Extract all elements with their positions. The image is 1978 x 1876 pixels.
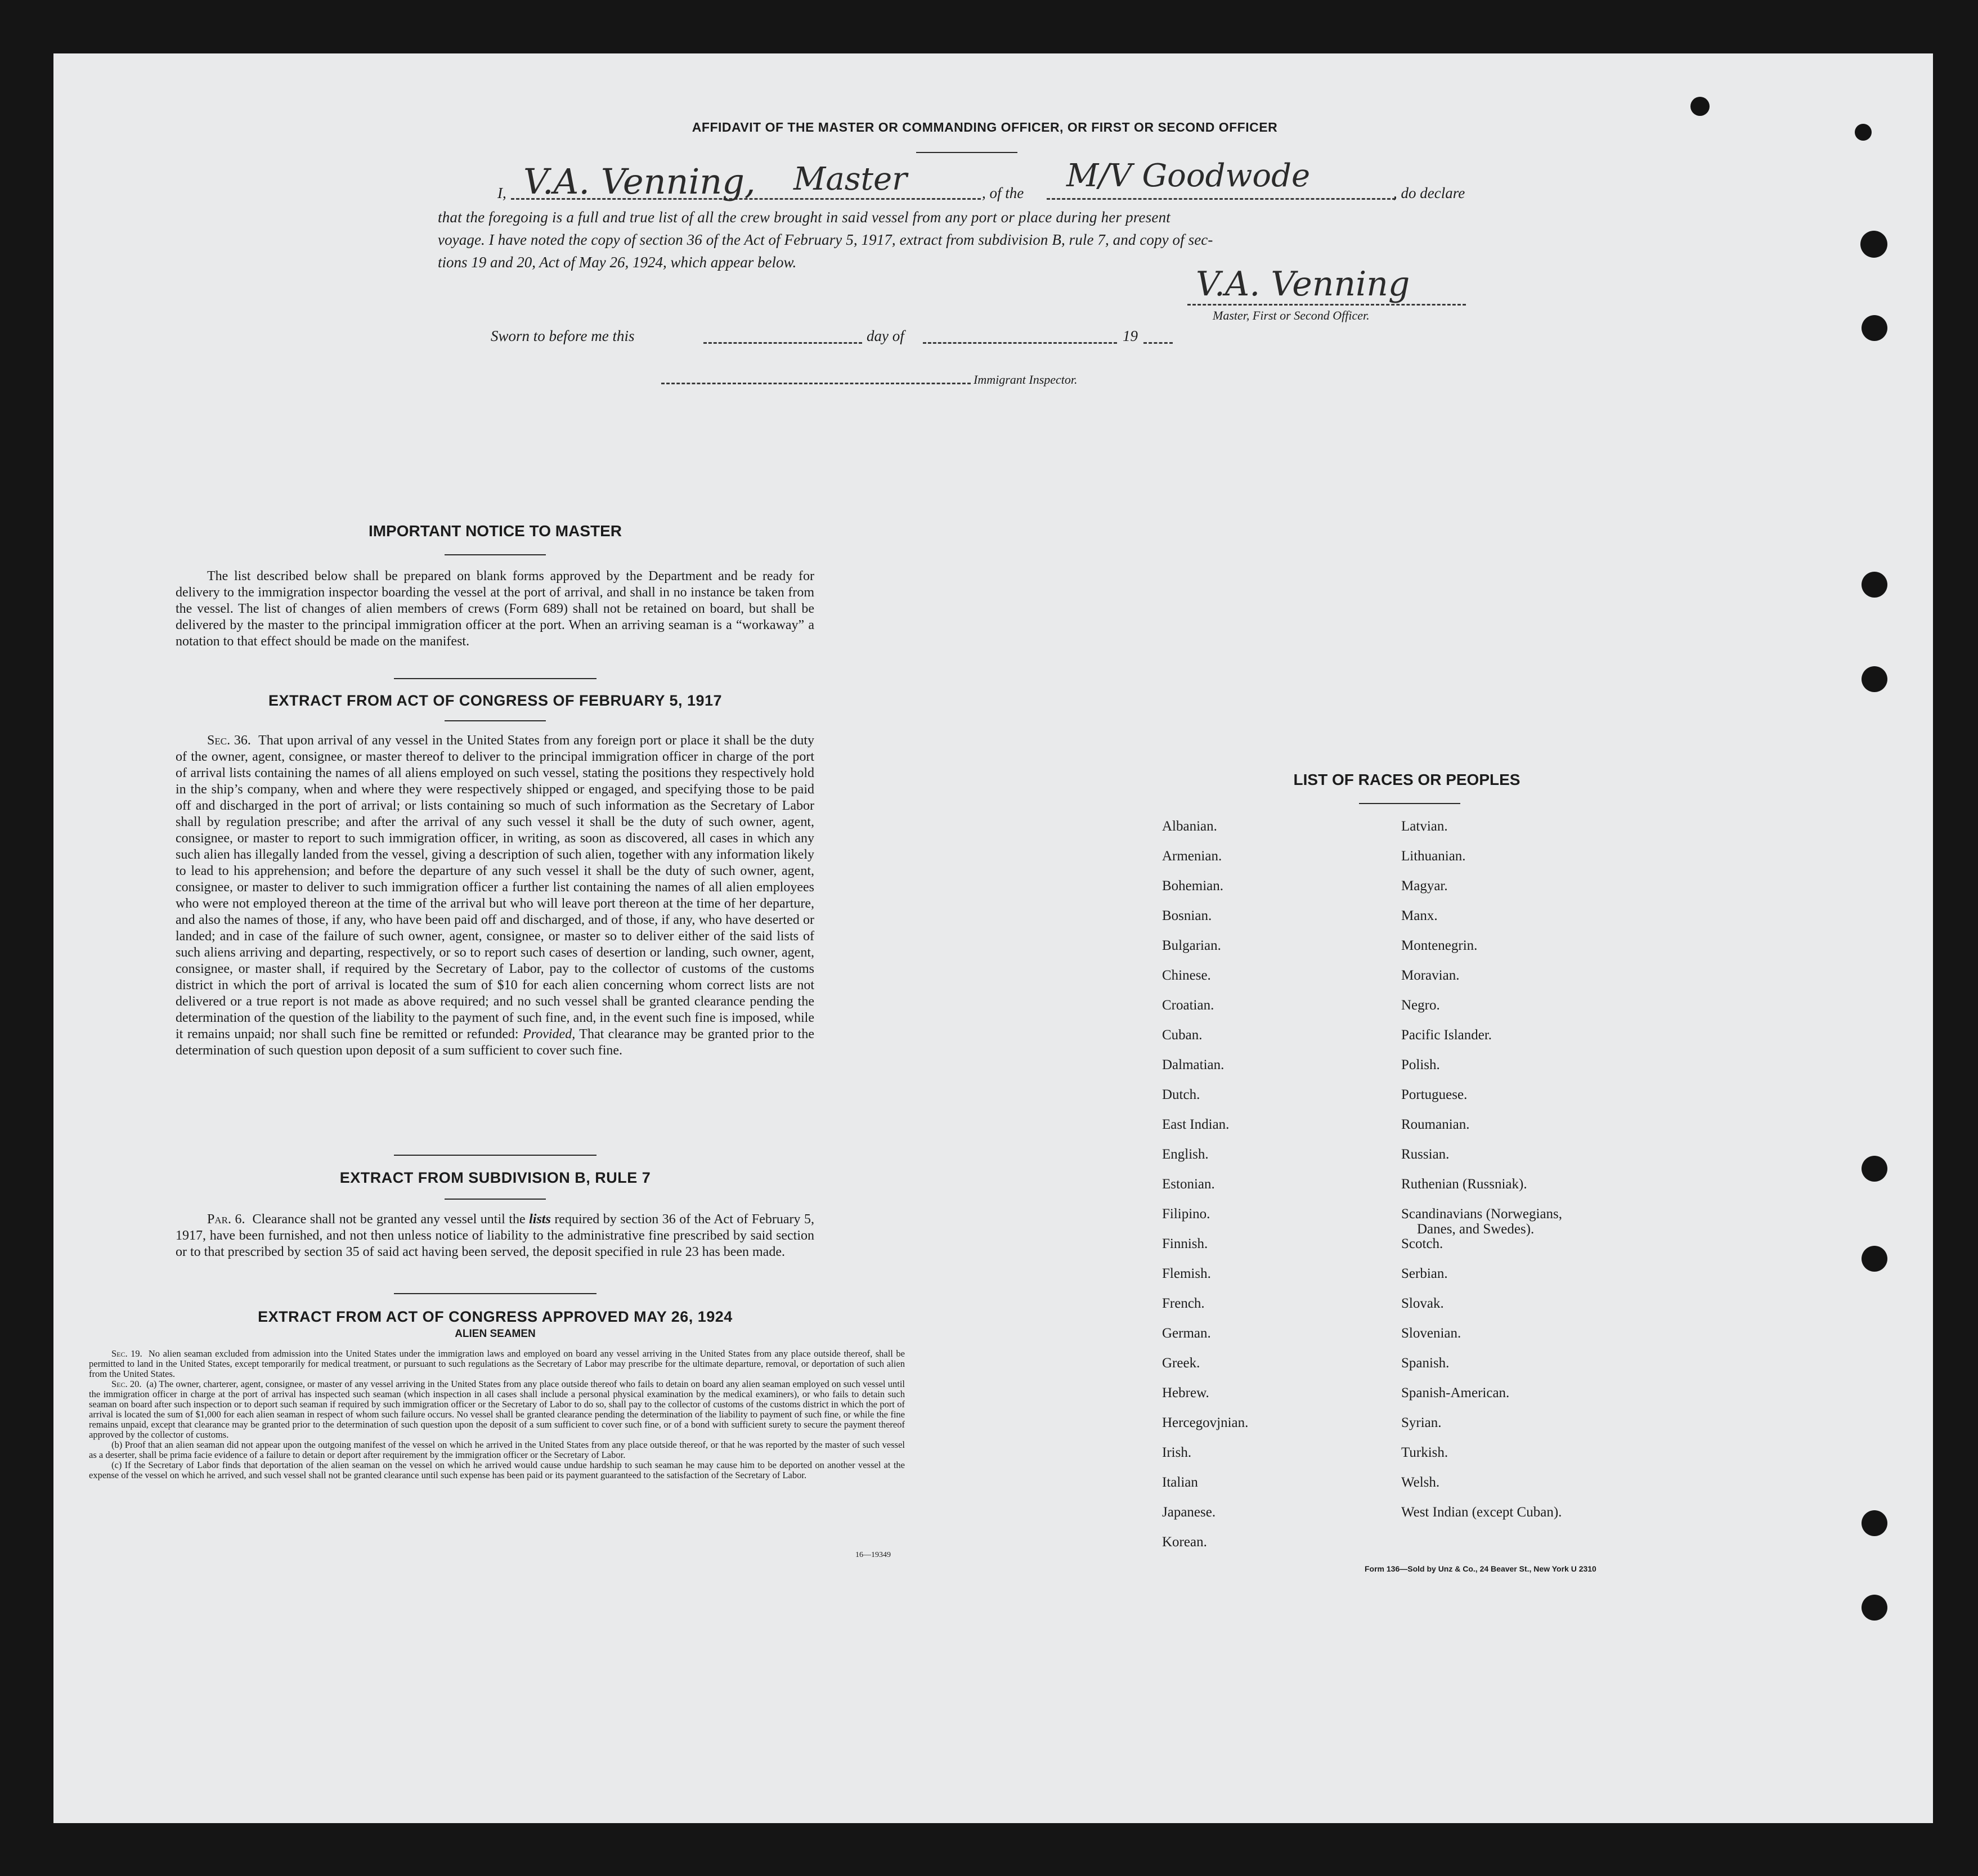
- affidavit-line-2: that the foregoing is a full and true list of all the crew brought in said vessel from any port or place during her present: [438, 209, 1171, 226]
- race-item-right: Polish.: [1401, 1057, 1440, 1072]
- alien-seamen-subtitle: ALIEN SEAMEN: [455, 1328, 536, 1340]
- subdivision-b-title: EXTRACT FROM SUBDIVISION B, RULE 7: [339, 1169, 651, 1186]
- race-item-left: Armenian.: [1162, 849, 1222, 864]
- race-item-left: Irish.: [1162, 1445, 1192, 1460]
- sworn-month-blank: [923, 342, 1117, 344]
- race-item-right: West Indian (except Cuban).: [1401, 1505, 1562, 1520]
- extract-1917-body: [176, 733, 814, 1059]
- race-item-right: Welsh.: [1401, 1475, 1440, 1490]
- notice-body: [176, 568, 814, 650]
- sworn-year-blank: [1143, 342, 1173, 344]
- race-item-left: Cuban.: [1162, 1027, 1203, 1043]
- section-divider: [394, 678, 596, 679]
- race-item-right: Slovenian.: [1401, 1326, 1461, 1341]
- race-item-right: Syrian.: [1401, 1415, 1442, 1430]
- race-item-right: Lithuanian.: [1401, 849, 1466, 864]
- proviso-label: Provided,: [523, 1027, 576, 1042]
- race-item-left: Dalmatian.: [1162, 1057, 1225, 1072]
- race-item-left: French.: [1162, 1296, 1205, 1311]
- punch-hole: [1862, 315, 1887, 341]
- sec-19-text: No alien seaman excluded from admission into the United States under the immigration laws and employed on board any vessel arriving in the United States from any place outside thereof, shall be permitted to land in the United States, except temporarily for medical treatment, or pursuant to such regulations as the Secretary of Labor may prescribe for the ultimate departure, removal, or deportation of such alien from the United States.: [89, 1348, 905, 1379]
- sec-20b-paragraph: (b) Proof that an alien seaman did not appear upon the outgoing manifest of the vessel on which he arrived in the United States from any place outside thereof, or that he was reported by the master of such vessel as a deserter, shall be prima facie evidence of a failure to detain or deport after requirement by the immigration officer or the Secretary of Labor.: [89, 1439, 905, 1460]
- lists-word: lists: [529, 1212, 551, 1227]
- par-6-text-b: required by section 36 of the Act of February 5, 1917, have been furnished, and not then unless notice of liability to the administrative fine prescribed by said section or to that prescribed by section 35 of said act having been served, the deposit specified in rule 23 has been made.: [176, 1212, 815, 1259]
- section-divider: [394, 1155, 596, 1156]
- race-item-left: German.: [1162, 1326, 1211, 1341]
- master-signature: V.A. Venning: [1196, 264, 1410, 304]
- inspector-caption: Immigrant Inspector.: [974, 372, 1078, 387]
- races-title: LIST OF RACES OR PEOPLES: [1293, 771, 1520, 788]
- race-item-right: Negro.: [1401, 998, 1440, 1013]
- race-item-right: Danes, and Swedes).: [1417, 1222, 1535, 1237]
- race-item-left: Flemish.: [1162, 1266, 1211, 1281]
- proviso-text: That clearance may be granted prior to the determination of such question upon deposit of a sum sufficient to cover such fine.: [176, 1027, 814, 1058]
- race-item-left: Italian: [1162, 1475, 1198, 1490]
- race-item-left: Korean.: [1162, 1534, 1207, 1550]
- race-item-right: Roumanian.: [1401, 1117, 1470, 1132]
- race-item-left: Japanese.: [1162, 1505, 1216, 1520]
- extract-1917-underline: [445, 720, 546, 721]
- affidavit-line-3: voyage. I have noted the copy of section 36 of the Act of February 5, 1917, extract from subdivision B, rule 7, and copy of sec-: [438, 231, 1213, 248]
- extract-1917-title: EXTRACT FROM ACT OF CONGRESS OF FEBRUARY 5, 1917: [268, 692, 723, 709]
- sworn-day-of: day of: [867, 327, 904, 344]
- sec-36-text: That upon arrival of any vessel in the United States from any foreign port or place it shall be the duty of the owner, agent, consignee, or master thereof to deliver to the principal immigration officer in charge of the port of arrival lists containing the names of all aliens employed on such vessel, stating the positions they respectively hold in the ship’s company, when and where they were respectively shipped or engaged, and specifying those to be paid off and discharged in the port of arrival; or lists containing so much of such information as the Secretary of Labor shall by regulation prescribe; and after the arrival of any such vessel it shall be the duty of such owner, agent, consignee, or master to report to such immigration officer, in writing, as soon as discovered, all cases in which any such alien has illegally landed from the vessel, giving a description of such alien, together with any information likely to lead to his apprehension; and before the departure of any such vessel it shall be the duty of such owner, agent, consignee, or master to deliver to such immigration officer a further list containing the names of all alien employees who were not employed thereon at the time of the arrival but who will leave port thereon at the time of her departure, and also the names of those, if any, who have been paid off and discharged, and of those, if any, who have deserted or landed; and in case of the failure of such owner, agent, consignee, or master so to deliver either of the said lists of such aliens arriving and departing, respectively, or so to report such cases of desertion or landing, such owner, agent, consignee, or master shall, if required by the Secretary of Labor, pay to the collector of customs of the customs district in which the port of arrival is located the sum of $10 for each alien concerning whom correct lists are not delivered or a true report is not made as above required; and no such vessel shall be granted clearance pending the determination of the question of the liability to the payment of such fine, and, in the event such fine is imposed, while it remains unpaid; nor shall such fine be remitted or refunded:: [176, 733, 814, 1042]
- punch-hole: [1862, 1246, 1887, 1272]
- punch-hole: [1862, 666, 1887, 692]
- race-item-left: Bohemian.: [1162, 878, 1224, 894]
- race-item-right: Russian.: [1401, 1147, 1450, 1162]
- sec-20-label: Sec. 20.: [111, 1379, 142, 1389]
- par-6-label: Par. 6.: [207, 1212, 245, 1227]
- race-item-left: Hebrew.: [1162, 1385, 1209, 1401]
- punch-hole: [1862, 572, 1887, 598]
- sec-36-label: Sec. 36.: [207, 733, 251, 748]
- punch-hole: [1855, 124, 1872, 141]
- sec-20a-paragraph: [89, 1379, 905, 1440]
- subdivision-b-underline: [445, 1199, 546, 1200]
- affidavit-title: AFFIDAVIT OF THE MASTER OR COMMANDING OFFICER, OR FIRST OR SECOND OFFICER: [692, 120, 1278, 134]
- race-item-right: Portuguese.: [1401, 1087, 1468, 1102]
- sec-20a-text: (a) The owner, charterer, agent, consignee, or master of any vessel arriving in the United States from any place outside thereof who fails to detain on board any alien seaman employed on such vessel until the immigration officer in charge at the port of arrival has inspected such seaman (which inspection in all cases shall include a personal physical examination by the medical examiners), or who fails to detain such seaman on board after such inspection or to deport such seaman if required by such immigration officer or the Secretary of Labor to do so, shall pay to the collector of customs of the customs district in which the port of arrival is located the sum of $1,000 for each alien seaman in respect of whom such failure occurs. No vessel shall be granted clearance pending the determination of the liability to payment of such fine, or while the fine remains unpaid, except that clearance may be granted prior to the determination of such question upon the deposit of a sum sufficient to cover such fine, or of a bond with sufficient surety to secure the payment thereof approved by the collector of customs.: [89, 1379, 905, 1440]
- race-item-left: East Indian.: [1162, 1117, 1230, 1132]
- race-item-right: Slovak.: [1401, 1296, 1444, 1311]
- race-item-right: Pacific Islander.: [1401, 1027, 1492, 1043]
- sec-20c-paragraph: (c) If the Secretary of Labor finds that deportation of the alien seaman on the vessel on which he arrived would cause undue hardship to such seaman he may cause him to be deported on another vessel at the expense of the vessel on which he arrived, and such vessel shall not be granted clearance until such expense has been paid or its payment guaranteed to the satisfaction of the Secretary of Labor.: [89, 1460, 905, 1480]
- affidavit-of-the: , of the: [982, 185, 1024, 201]
- race-item-right: Moravian.: [1401, 968, 1460, 983]
- affidavit-line-4: tions 19 and 20, Act of May 26, 1924, which appear below.: [438, 254, 797, 271]
- race-item-left: Filipino.: [1162, 1206, 1210, 1222]
- title-underline: [916, 152, 1017, 153]
- par-6-text-a: Clearance shall not be granted any vessel until the: [252, 1212, 526, 1227]
- race-item-left: Greek.: [1162, 1356, 1200, 1371]
- race-item-right: Ruthenian (Russniak).: [1401, 1177, 1527, 1192]
- race-item-left: Bosnian.: [1162, 908, 1212, 923]
- race-item-right: Montenegrin.: [1401, 938, 1478, 953]
- sec-19-label: Sec. 19.: [111, 1348, 142, 1359]
- affidavit-i: I,: [497, 185, 506, 201]
- notice-title: IMPORTANT NOTICE TO MASTER: [368, 522, 622, 540]
- print-code: 16—19349: [855, 1551, 891, 1559]
- punch-hole: [1862, 1595, 1887, 1621]
- extract-1924-body: [89, 1349, 905, 1480]
- vessel-blank: [1047, 198, 1396, 200]
- race-item-right: Manx.: [1401, 908, 1438, 923]
- race-item-right: Scandinavians (Norwegians,: [1401, 1206, 1563, 1222]
- extract-1924-title: EXTRACT FROM ACT OF CONGRESS APPROVED MAY 26, 1924: [258, 1308, 733, 1325]
- race-item-right: Turkish.: [1401, 1445, 1448, 1460]
- handwritten-vessel: M/V Goodwode: [1066, 158, 1311, 194]
- races-underline: [1359, 803, 1460, 804]
- punch-hole: [1862, 1510, 1887, 1536]
- race-item-left: English.: [1162, 1147, 1209, 1162]
- race-item-right: Spanish-American.: [1401, 1385, 1510, 1401]
- punch-hole: [1862, 1156, 1887, 1182]
- race-item-left: Finnish.: [1162, 1236, 1208, 1251]
- race-item-left: Chinese.: [1162, 968, 1211, 983]
- race-item-right: Latvian.: [1401, 819, 1448, 834]
- inspector-line: [661, 383, 971, 384]
- punch-hole: [1690, 97, 1710, 116]
- race-item-left: Albanian.: [1162, 819, 1217, 834]
- signature-caption: Master, First or Second Officer.: [1213, 308, 1370, 322]
- sworn-year: 19: [1123, 327, 1138, 344]
- race-item-right: Serbian.: [1401, 1266, 1448, 1281]
- notice-underline: [445, 554, 546, 555]
- sworn-prefix: Sworn to before me this: [491, 327, 635, 344]
- sec-19-paragraph: [89, 1349, 905, 1379]
- race-item-left: Bulgarian.: [1162, 938, 1221, 953]
- race-item-left: Croatian.: [1162, 998, 1214, 1013]
- handwritten-rank: Master: [793, 161, 907, 198]
- handwritten-name: V.A. Venning,: [523, 161, 756, 202]
- section-divider: [394, 1293, 596, 1294]
- race-item-left: Estonian.: [1162, 1177, 1215, 1192]
- signature-line: [1187, 304, 1466, 306]
- race-item-left: Hercegovjnian.: [1162, 1415, 1249, 1430]
- race-item-left: Dutch.: [1162, 1087, 1200, 1102]
- punch-hole: [1860, 231, 1887, 258]
- subdivision-b-body: [176, 1211, 814, 1260]
- form-footer: Form 136—Sold by Unz & Co., 24 Beaver St., New York U 2310: [1365, 1564, 1596, 1573]
- race-item-right: Spanish.: [1401, 1356, 1450, 1371]
- sworn-day-blank: [703, 342, 862, 344]
- race-item-right: Magyar.: [1401, 878, 1448, 894]
- race-item-right: Scotch.: [1401, 1236, 1443, 1251]
- notice-body-text: The list described below shall be prepared on blank forms approved by the Department and be ready for delivery to the immigration inspector boarding the vessel at the port of arrival, and shall in no instance be taken from the vessel. The list of changes of alien members of crews (Form 689) shall not be retained on board, but shall be delivered by the master to the principal immigration officer at the port. When an arriving seaman is a “workaway” a notation to that effect should be made on the manifest.: [176, 569, 814, 649]
- affidavit-do-declare: , do declare: [1393, 185, 1465, 201]
